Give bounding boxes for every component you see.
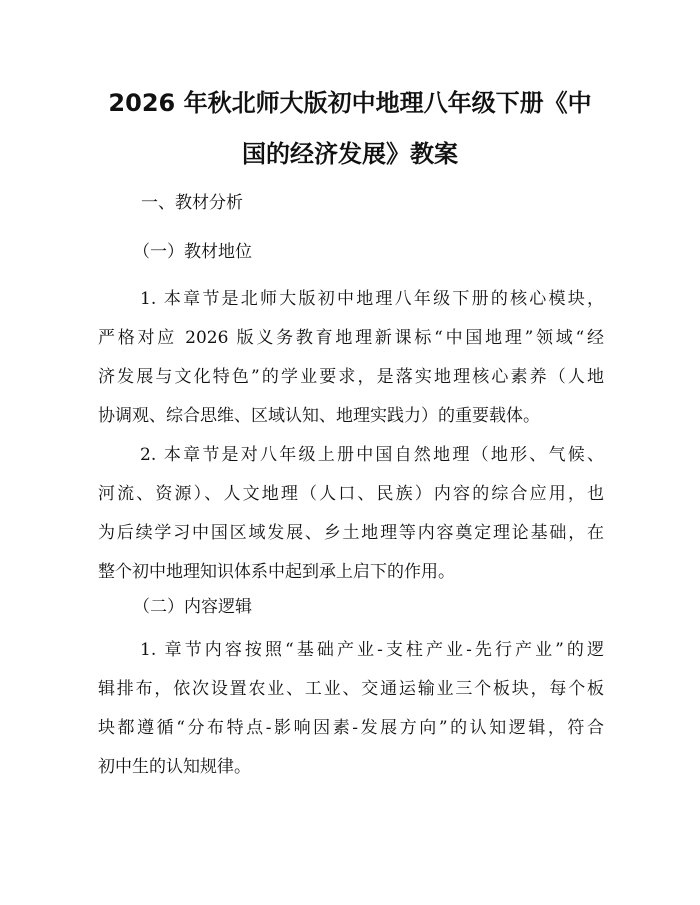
paragraph-2 (98, 443, 604, 599)
paragraph-1-line-3: 济发展与文化特色”的学业要求，是落实地理核心素养（人地 (98, 367, 604, 387)
subsection-heading-textbook-position: （一）教材地位 (133, 242, 252, 262)
paragraph-2-line-2: 河流、资源）、人文地理（人口、民族）内容的综合应用，也 (98, 484, 604, 504)
paragraph-2-line-3: 为后续学习中国区域发展、乡土地理等内容奠定理论基础，在 (98, 523, 604, 543)
section-heading-textbook-analysis: 一、教材分析 (141, 193, 243, 213)
paragraph-3-line-4: 初中生的认知规律。 (98, 757, 251, 777)
paragraph-3-line-1: 1. 章节内容按照“基础产业-支柱产业-先行产业”的逻 (140, 640, 604, 660)
paragraph-2-line-1: 2. 本章节是对八年级上册中国自然地理（地形、气候、 (140, 445, 604, 465)
paragraph-1-line-1: 1. 本章节是北师大版初中地理八年级下册的核心模块， (140, 289, 604, 309)
paragraph-1-line-2: 严格对应 2026 版义务教育地理新课标“中国地理”领域“经 (98, 328, 604, 348)
paragraph-3-line-3: 块都遵循“分布特点-影响因素-发展方向”的认知逻辑，符合 (98, 718, 604, 738)
paragraph-1 (98, 287, 604, 443)
subsection-heading-content-logic: （二）内容逻辑 (133, 597, 252, 617)
paragraph-2-line-4: 整个初中地理知识体系中起到承上启下的作用。 (98, 562, 455, 582)
paragraph-3 (98, 638, 604, 794)
document-title-line-2: 国的经济发展》教案 (242, 140, 458, 168)
paragraph-3-line-2: 辑排布，依次设置农业、工业、交通运输业三个板块，每个板 (98, 679, 604, 699)
document-title-line-1: 2026 年秋北师大版初中地理八年级下册《中 (108, 89, 592, 117)
paragraph-1-line-4: 协调观、综合思维、区域认知、地理实践力）的重要载体。 (98, 406, 540, 426)
